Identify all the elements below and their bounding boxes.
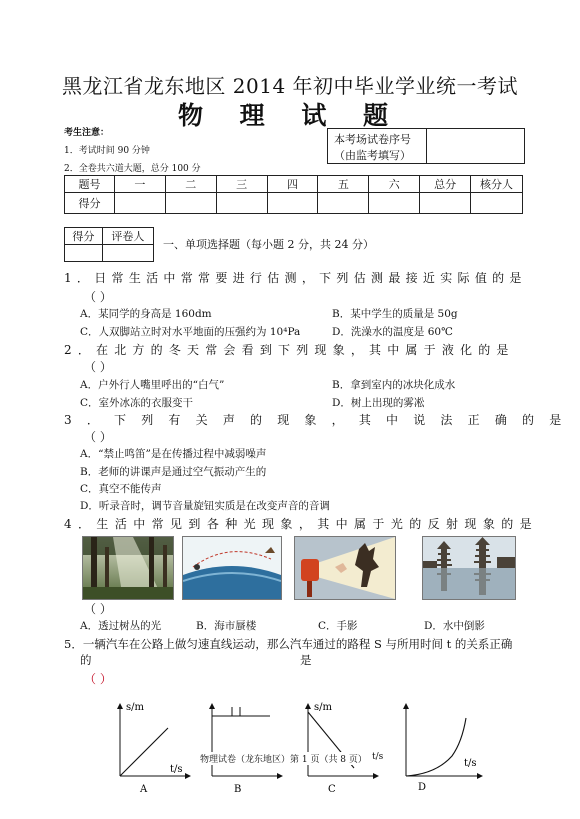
- q4-stem: 4．生活中常见到各种光现象，其中属于光的反射现象的是: [64, 517, 539, 531]
- q4-option-a: A．透过树丛的光: [80, 620, 162, 632]
- score-input-cell[interactable]: [420, 193, 471, 214]
- seat-label-1: 本考场试卷序号: [334, 133, 411, 146]
- photo-pagoda-reflection: [422, 536, 516, 600]
- graph-c: [308, 702, 378, 795]
- q5-stem-line-2a: 的: [80, 653, 92, 667]
- graph-c-ylabel: s/m: [314, 702, 332, 713]
- score-input-cell[interactable]: [471, 193, 523, 214]
- notice-heading: 考生注意：: [64, 128, 110, 138]
- q3-option-a: A．“禁止鸣笛”是在传播过程中减弱噪声: [80, 448, 267, 460]
- section-grader-header: 评卷人: [102, 228, 153, 245]
- notice-line-2: 2．全卷共六道大题，总分 100 分: [64, 164, 201, 174]
- q1-option-d: D．洗澡水的温度是 60℃: [332, 326, 453, 338]
- q3-option-d: D．听录音时，调节音量旋钮实质是在改变声音的音调: [80, 500, 330, 512]
- graph-d-letter: D: [418, 782, 427, 793]
- score-input-cell[interactable]: [369, 193, 420, 214]
- graph-d-xlabel: t/s: [464, 758, 477, 769]
- section-score-header: 得分: [65, 228, 103, 245]
- graph-a-ylabel: s/m: [126, 702, 144, 713]
- q1-option-b: B．某中学生的质量是 50g: [332, 308, 458, 320]
- score-input-cell[interactable]: [165, 193, 216, 214]
- q4-option-c: C．手影: [318, 620, 358, 632]
- photo-hand-shadow: [294, 536, 396, 600]
- q3-option-c: C．真空不能传声: [80, 483, 162, 495]
- q2-option-b: B．拿到室内的冰块化成水: [332, 379, 456, 391]
- graph-a: [120, 702, 190, 795]
- section-1-title: 一、单项选择题（每小题 2 分，共 24 分）: [163, 238, 374, 251]
- score-header-cell: 五: [318, 176, 369, 193]
- exam-title: 黑龙江省龙东地区 2014 年初中毕业学业统一考试: [61, 74, 519, 98]
- seat-number-box: [327, 128, 525, 164]
- score-header-cell: 二: [165, 176, 216, 193]
- score-table-header-row: [65, 176, 523, 193]
- graph-a-letter: A: [140, 784, 148, 795]
- score-header-cell: 题号: [65, 176, 115, 193]
- q4-answer-paren: （ ）: [84, 602, 112, 616]
- score-header-cell: 总分: [420, 176, 471, 193]
- q5-stem-line-1: 5．一辆汽车在公路上做匀速直线运动，那么汽车通过的路程 S 与所用时间 t 的关系正确: [64, 637, 513, 651]
- graph-c-xlabel: t/s: [372, 752, 384, 762]
- subject-title: 物 理 试 题: [177, 101, 403, 130]
- section-score-box: [64, 227, 154, 262]
- section-grader-cell[interactable]: [102, 245, 153, 262]
- score-input-cell[interactable]: [114, 193, 165, 214]
- score-header-cell: 六: [369, 176, 420, 193]
- page-footer: 物理试卷（龙东地区）第 1 页（共 8 页）: [198, 752, 369, 765]
- q5-answer-paren: （ ）: [84, 672, 112, 686]
- seat-label-2: （由监考填写）: [334, 149, 411, 162]
- q1-answer-paren: （ ）: [84, 290, 112, 304]
- score-header-cell: 一: [114, 176, 165, 193]
- score-input-cell[interactable]: [216, 193, 267, 214]
- q2-stem: 2．在北方的冬天常会看到下列现象，其中属于液化的是: [64, 343, 515, 357]
- graph-b-letter: B: [234, 784, 242, 795]
- q4-option-d: D．水中倒影: [424, 620, 485, 632]
- q2-answer-paren: （ ）: [84, 360, 112, 374]
- motion-graphs: [100, 698, 530, 798]
- score-table: [64, 175, 523, 214]
- photo-light-through-trees: [82, 536, 174, 600]
- q3-stem: 3．下列有关声的现象，其中说法正确的是: [64, 413, 577, 427]
- graph-c-letter: C: [328, 784, 336, 795]
- q5-stem-line-2b: 是: [300, 653, 312, 667]
- score-header-cell: 三: [216, 176, 267, 193]
- section-score-cell[interactable]: [65, 245, 103, 262]
- graph-b: [212, 704, 282, 795]
- score-header-cell: 四: [267, 176, 318, 193]
- q1-option-c: C．人双脚站立时对水平地面的压强约为 10⁴Pa: [80, 326, 301, 338]
- q1-option-a: A．某同学的身高是 160dm: [80, 308, 212, 320]
- notice-line-1: 1．考试时间 90 分钟: [64, 146, 150, 156]
- score-header-cell: 核分人: [471, 176, 523, 193]
- score-table-score-row: [65, 193, 523, 214]
- q3-option-b: B．老师的讲课声是通过空气振动产生的: [80, 466, 267, 478]
- score-input-cell[interactable]: [318, 193, 369, 214]
- score-input-cell[interactable]: [267, 193, 318, 214]
- q2-option-a: A．户外行人嘴里呼出的“白气”: [80, 379, 225, 391]
- q4-option-b: B．海市蜃楼: [196, 620, 257, 632]
- q3-answer-paren: （ ）: [84, 430, 112, 444]
- graph-a-xlabel: t/s: [170, 764, 183, 775]
- q1-stem: 1．日常生活中常常要进行估测，下列估测最接近实际值的是: [64, 271, 527, 285]
- photo-mirage-diagram: [182, 536, 282, 600]
- q2-option-d: D．树上出现的雾凇: [332, 397, 425, 409]
- q2-option-c: C．室外冰冻的衣服变干: [80, 397, 194, 409]
- score-row-label: 得分: [65, 193, 115, 214]
- graph-d: [406, 704, 482, 793]
- seat-box-divider: [426, 129, 427, 163]
